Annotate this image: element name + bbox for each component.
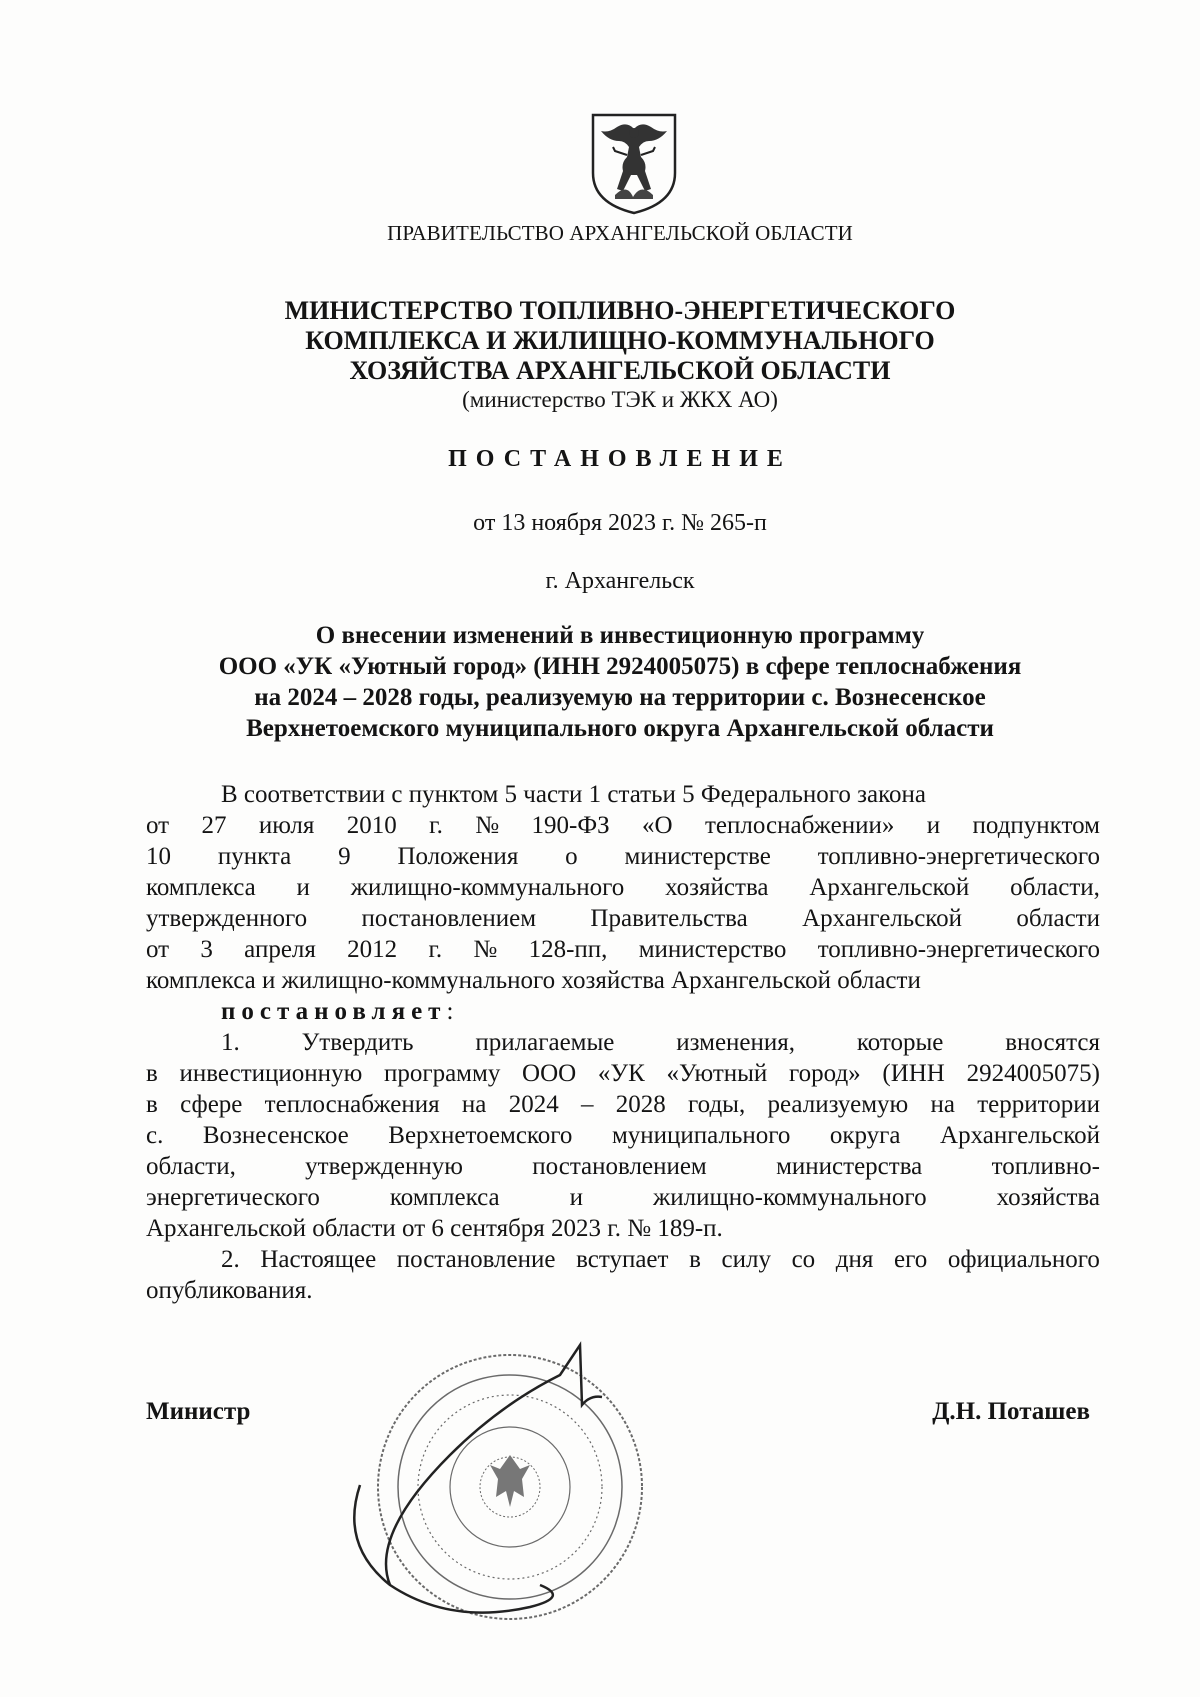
decides-suffix: : (446, 998, 454, 1025)
item-1-line: в сфере теплоснабжения на 2024 – 2028 годы, реализуемую на территории (146, 1091, 1100, 1118)
preamble-line: комплекса и жилищно-коммунального хозяйства Архангельской области, (146, 874, 1100, 901)
subject-line: Верхнетоемского муниципального округа Архангельской области (246, 715, 994, 742)
item-1-line: энергетического комплекса и жилищно-коммунального хозяйства (146, 1184, 1100, 1211)
item-2-paragraph (146, 1244, 1100, 1306)
subject-line: на 2024 – 2028 годы, реализуемую на территории с. Вознесенское (254, 684, 986, 711)
item-1-line: 1. Утвердить прилагаемые изменения, которые вносятся (221, 1029, 1100, 1056)
subject-line: О внесении изменений в инвестиционную программу (315, 622, 925, 649)
document-type: ПОСТАНОВЛЕНИЕ (448, 446, 792, 472)
subject-line: ООО «УК «Уютный город» (ИНН 2924005075) в сфере теплоснабжения (218, 653, 1022, 680)
preamble-paragraph (146, 779, 1100, 1027)
document-subject (140, 620, 1100, 744)
official-seal-icon (330, 1335, 660, 1640)
preamble-line: 10 пункта 9 Положения о министерстве топливно-энергетического (146, 843, 1100, 870)
ministry-title-line: МИНИСТЕРСТВО ТОПЛИВНО-ЭНЕРГЕТИЧЕСКОГО (284, 296, 956, 325)
item-2-line: опубликования. (146, 1277, 313, 1304)
preamble-line: от 27 июля 2010 г. № 190-ФЗ «О теплоснабжении» и подпунктом (146, 812, 1100, 839)
decides-word: постановляет (221, 998, 447, 1025)
preamble-line: В соответствии с пунктом 5 части 1 статьи 5 Федерального закона (221, 781, 926, 808)
ministry-title-line: КОМПЛЕКСА И ЖИЛИЩНО-КОММУНАЛЬНОГО (305, 326, 935, 355)
ministry-title (140, 296, 1100, 386)
item-2-line: 2. Настоящее постановление вступает в силу со дня его официального (221, 1246, 1100, 1273)
document-city: г. Архангельск (545, 568, 695, 594)
preamble-line: комплекса и жилищно-коммунального хозяйства Архангельской области (146, 967, 921, 994)
signatory-name: Д.Н. Поташев (932, 1398, 1090, 1425)
item-1-line: в инвестиционную программу ООО «УК «Уютный город» (ИНН 2924005075) (146, 1060, 1100, 1087)
item-1-paragraph (146, 1027, 1100, 1244)
preamble-line: от 3 апреля 2012 г. № 128-пп, министерство топливно-энергетического (146, 936, 1100, 963)
item-1-line: Архангельской области от 6 сентября 2023 г. № 189-п. (146, 1215, 723, 1242)
ministry-title-line: ХОЗЯЙСТВА АРХАНГЕЛЬСКОЙ ОБЛАСТИ (349, 356, 891, 385)
item-1-line: с. Вознесенское Верхнетоемского муниципального округа Архангельской (146, 1122, 1100, 1149)
government-title: ПРАВИТЕЛЬСТВО АРХАНГЕЛЬСКОЙ ОБЛАСТИ (387, 221, 853, 245)
decides-line (146, 996, 1100, 1027)
item-1-line: области, утвержденную постановлением министерства топливно- (146, 1153, 1100, 1180)
preamble-line: утвержденного постановлением Правительства Архангельской области (146, 905, 1100, 932)
coat-of-arms-icon (587, 111, 681, 215)
signatory-position: Министр (146, 1398, 251, 1425)
ministry-short-name: (министерство ТЭК и ЖКХ АО) (462, 387, 778, 412)
document-date-number: от 13 ноября 2023 г. № 265-п (473, 510, 767, 536)
